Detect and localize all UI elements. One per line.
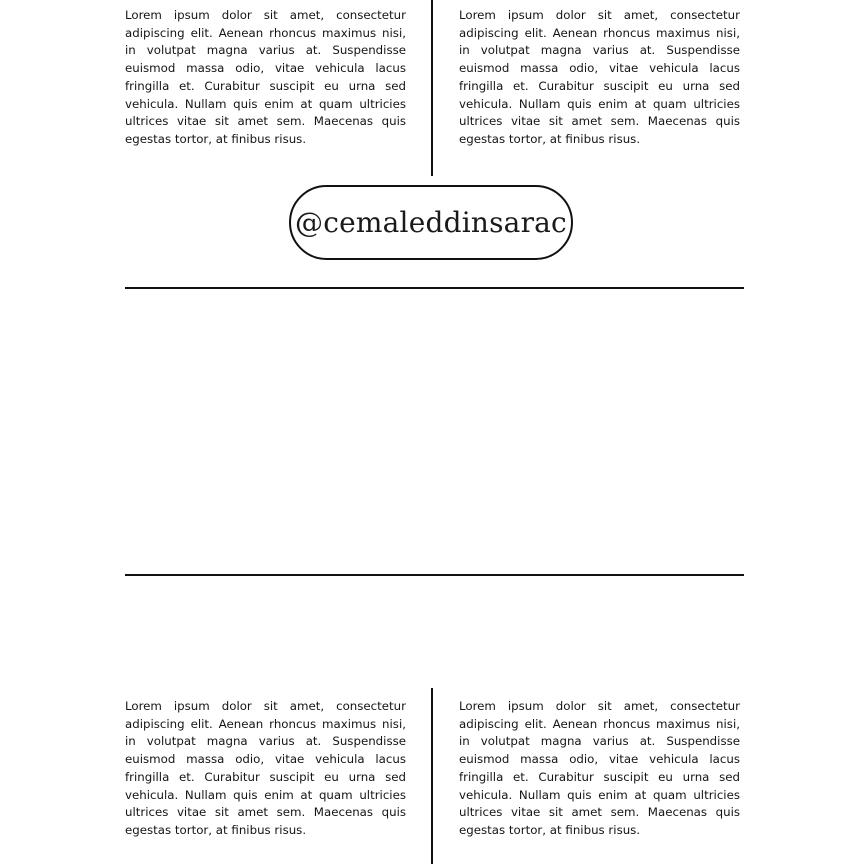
handle-text: @cemaleddinsarac xyxy=(295,206,567,239)
horizontal-divider-upper xyxy=(125,287,744,289)
text-block-top-right: Lorem ipsum dolor sit amet, consectetur adipiscing elit. Aenean rhoncus maximus nisi, in volutpat magna varius at. Suspendisse euismod massa odio, vitae vehicula lacus fringilla et. Curabitur suscipit eu urna sed vehicula. Nullam quis enim at quam ultricies ultrices vitae sit amet sem. Maecenas quis egestas tortor, at finibus risus. xyxy=(459,8,740,146)
handle-badge xyxy=(289,185,573,260)
vertical-divider-top xyxy=(431,0,433,176)
vertical-divider-bottom xyxy=(431,688,433,864)
text-block-top-left: Lorem ipsum dolor sit amet, consectetur adipiscing elit. Aenean rhoncus maximus nisi, in volutpat magna varius at. Suspendisse euismod massa odio, vitae vehicula lacus fringilla et. Curabitur suscipit eu urna sed vehicula. Nullam quis enim at quam ultricies ultrices vitae sit amet sem. Maecenas quis egestas tortor, at finibus risus. xyxy=(125,8,406,146)
text-block-bottom-left: Lorem ipsum dolor sit amet, consectetur adipiscing elit. Aenean rhoncus maximus nisi, in volutpat magna varius at. Suspendisse euismod massa odio, vitae vehicula lacus fringilla et. Curabitur suscipit eu urna sed vehicula. Nullam quis enim at quam ultricies ultrices vitae sit amet sem. Maecenas quis egestas tortor, at finibus risus. xyxy=(125,699,406,837)
text-block-bottom-right: Lorem ipsum dolor sit amet, consectetur adipiscing elit. Aenean rhoncus maximus nisi, in volutpat magna varius at. Suspendisse euismod massa odio, vitae vehicula lacus fringilla et. Curabitur suscipit eu urna sed vehicula. Nullam quis enim at quam ultricies ultrices vitae sit amet sem. Maecenas quis egestas tortor, at finibus risus. xyxy=(459,699,740,837)
horizontal-divider-lower xyxy=(125,574,744,576)
